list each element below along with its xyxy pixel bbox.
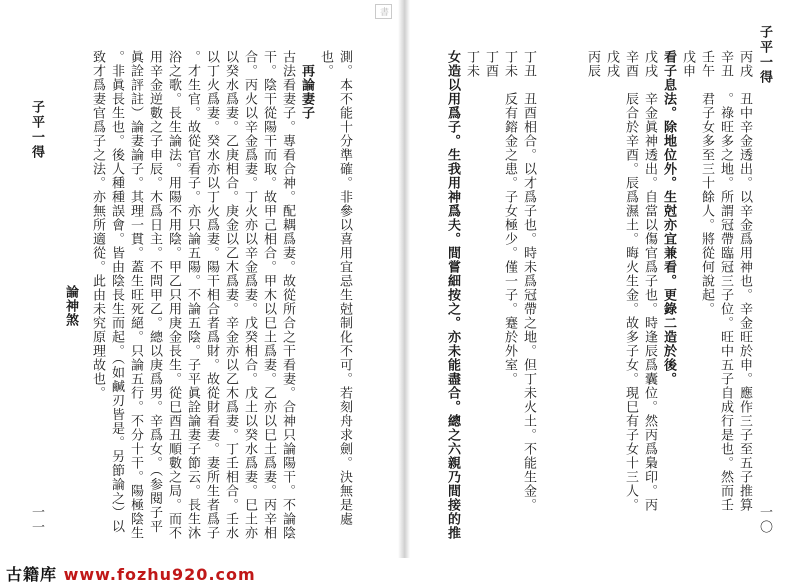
right-page-number: 一〇	[757, 505, 772, 535]
text-line: 看子息法。除地位外。生尅亦宜兼看。更錄二造於後。	[661, 50, 676, 386]
text-line: 。才生官。故從官看子。亦只論五陽。不論五陰。子平眞詮論妻子節云。長生沐	[185, 50, 200, 540]
text-line: 古法看妻子。專看合神。配耦爲妻。故從所合之干看妻。合神只論陽干。不論陰	[280, 50, 295, 540]
text-line: 也。	[318, 50, 333, 78]
library-stamp: 書	[375, 4, 392, 19]
text-line: 戊戌	[604, 50, 619, 78]
text-line: 丁未 反有鎔金之患。子女極少。僅一子。蹇於外室。	[502, 50, 517, 386]
text-line: 女造以用爲子。生我用神爲夫。間嘗細按之。亦未能盡合。總之六親乃間接的推	[445, 50, 460, 540]
site-watermark	[6, 562, 256, 585]
text-line: 合。丙火以辛金爲妻。丁火亦以辛金爲妻。戊癸相合。戊土以癸水爲妻。巳土亦	[242, 50, 257, 540]
text-line: 浴之歌。長生論法。用陽不用陰。甲乙只用庚金長生。從巳酉丑順數之局。而不	[166, 50, 181, 540]
text-line: 以丁火爲妻。癸水亦以丁火爲妻。陽干相合者爲財。故從財看妻。妻所生者爲子	[204, 50, 219, 540]
text-line: 丙戌 丑中辛金透出。以辛金爲用神也。辛金旺於申。應作三子至五子推算	[737, 50, 752, 512]
text-line: 眞詮評註）論妻論子。其理一貫。蓋生旺死絕。只論五行。不分十干。陽極陰生	[128, 50, 143, 540]
right-page-header: 子平一得	[757, 25, 772, 85]
text-line: 戊申	[680, 50, 695, 78]
text-line: 丙辰	[585, 50, 600, 78]
text-line: 。非眞長生也。後人種種誤會。皆由陰長生而起。（如鹹刃皆是。另節論之）以	[109, 50, 124, 534]
text-line: 丁丑 丑酉相合。以才爲子也。時未爲冠帶之地。但丁未火土。不能生金。	[521, 50, 536, 512]
site-url: www.fozhu920.com	[63, 565, 256, 584]
left-page-number: 一一	[29, 505, 44, 535]
text-line: 壬午 君子女多至三十餘人。將從何說起。	[699, 50, 714, 316]
text-line: 干。陰干從陽干而取。故甲己相合。甲木以巳土爲妻。乙亦以巳土爲妻。丙辛相	[261, 50, 276, 540]
left-page-header: 子平一得	[29, 100, 44, 160]
text-line: 以癸水爲妻。乙庚相合。庚金以乙木爲妻。辛金亦以乙木爲妻。丁壬相合。壬水	[223, 50, 238, 540]
text-line: 丁酉	[483, 50, 498, 78]
section-title: 再論妻子	[299, 50, 314, 120]
text-line: 致才爲妻官爲子之法。亦無所適從。此由未究原理故也。	[90, 50, 105, 400]
section-title: 論神煞	[63, 285, 78, 327]
text-line: 測。本不能十分準確。非參以喜用宜忌生尅制化不可。若刻舟求劍。決無是處	[337, 50, 352, 526]
site-watermark-bar	[0, 558, 793, 585]
text-line: 用辛金逆數之子申辰。木爲日主。不問甲乙。總以庚爲男。辛爲女。（参閱子平	[147, 50, 162, 534]
text-line: 辛酉 辰合於辛酉。辰爲濕土。晦火生金。故多子女。現巳有子女十三人。	[623, 50, 638, 512]
right-page	[404, 0, 793, 585]
text-line: 辛丑 。祿旺多之地。所謂冠帶臨冠三子位。旺中五子自成行是也。然而壬	[718, 50, 733, 512]
text-line: 丁未	[464, 50, 479, 78]
site-name: 古籍库	[6, 565, 58, 584]
text-line: 戊戌 辛金眞神透出。自當以傷官爲子也。時逢辰爲囊位。然丙爲梟印。丙	[642, 50, 657, 512]
